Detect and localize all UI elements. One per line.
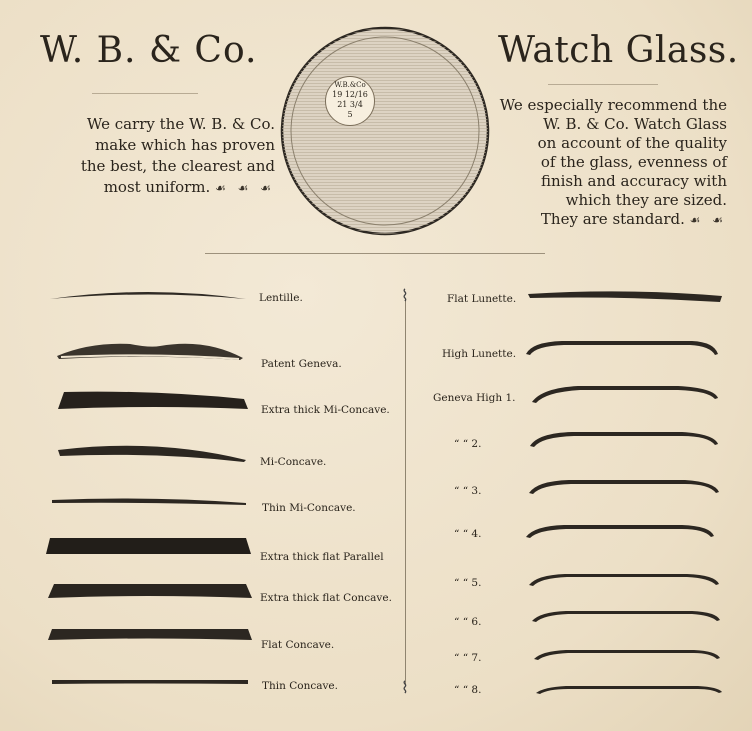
lens-label: “ “ 7. bbox=[454, 652, 482, 664]
product-title: Watch Glass. bbox=[498, 30, 739, 71]
lens-thin-concave bbox=[50, 678, 252, 688]
lens-label: High Lunette. bbox=[442, 348, 517, 360]
right-para-line: finish and accuracy with bbox=[540, 172, 727, 190]
left-title-rule bbox=[92, 93, 198, 94]
lens-extra-thick-flat-concave bbox=[46, 582, 256, 602]
lens-mi-concave bbox=[56, 440, 251, 466]
lens-geneva-high-8 bbox=[532, 683, 726, 697]
lens-geneva-high-5 bbox=[525, 570, 723, 590]
lens-label: Flat Concave. bbox=[261, 639, 335, 651]
right-para-line: which they are sized. bbox=[565, 191, 727, 209]
lens-label: Thin Concave. bbox=[262, 680, 338, 692]
lens-label: “ “ 2. bbox=[454, 438, 482, 450]
lens-label: “ “ 8. bbox=[454, 684, 482, 696]
right-para-line: We especially recommend the bbox=[499, 96, 727, 114]
size-stamp bbox=[325, 76, 375, 126]
section-divider bbox=[205, 253, 545, 254]
lens-geneva-high-6 bbox=[528, 608, 724, 626]
lens-label: Extra thick flat Parallel bbox=[260, 551, 384, 563]
lens-flat-concave bbox=[46, 627, 256, 645]
lens-label: Extra thick flat Concave. bbox=[260, 592, 392, 604]
lens-lentille bbox=[48, 286, 248, 306]
left-para-line: We carry the W. B. & Co. bbox=[86, 115, 275, 133]
lens-geneva-high-2 bbox=[526, 428, 722, 450]
lens-label: “ “ 3. bbox=[454, 485, 482, 497]
stamp-line-2: 21 3/4 bbox=[337, 100, 363, 109]
lens-label: Thin Mi-Concave. bbox=[262, 502, 356, 514]
lens-label: “ “ 4. bbox=[454, 528, 482, 540]
right-para-line: W. B. & Co. Watch Glass bbox=[543, 115, 727, 133]
lens-geneva-high-7 bbox=[530, 647, 724, 663]
lens-label: “ “ 5. bbox=[454, 577, 482, 589]
lens-label: Patent Geneva. bbox=[261, 358, 342, 370]
lens-extra-thick-flat-parallel bbox=[44, 536, 254, 558]
left-para-line: make which has proven bbox=[95, 136, 275, 154]
watch-glass-illustration bbox=[278, 26, 492, 236]
stamp-line-3: 5 bbox=[347, 110, 353, 119]
right-para-line-last bbox=[497, 210, 727, 230]
stamp-line-1: 19 12/16 bbox=[332, 90, 368, 99]
lens-high-lunette bbox=[522, 338, 722, 360]
lens-label: Mi-Concave. bbox=[260, 456, 327, 468]
left-paragraph bbox=[55, 114, 275, 199]
right-paragraph bbox=[497, 96, 727, 230]
left-para-text: most uniform. bbox=[103, 178, 211, 196]
brace-icon: ⌇ bbox=[401, 286, 409, 305]
lens-geneva-high-3 bbox=[525, 476, 723, 498]
right-para-line: on account of the quality bbox=[537, 134, 727, 152]
ornament-icon: ☙ ☙ bbox=[689, 213, 727, 227]
ornament-icon: ☙ ☙ ☙ bbox=[215, 181, 275, 195]
left-para-line: the best, the clearest and bbox=[80, 157, 275, 175]
lens-flat-lunette bbox=[526, 290, 726, 306]
lens-patent-geneva bbox=[55, 336, 255, 366]
lens-thin-mi-concave bbox=[50, 495, 250, 509]
lens-geneva-high-4 bbox=[522, 521, 718, 543]
brand-title: W. B. & Co. bbox=[40, 30, 258, 71]
lens-geneva-high-1 bbox=[528, 382, 722, 406]
right-para-text: They are standard. bbox=[540, 210, 685, 228]
lens-label: Extra thick Mi-Concave. bbox=[261, 404, 390, 416]
lens-extra-thick-mi-concave bbox=[56, 389, 251, 413]
lens-label: Geneva High 1. bbox=[433, 392, 516, 404]
left-para-line-last bbox=[55, 177, 275, 199]
stamp-maker: W.B.&Co bbox=[334, 81, 366, 89]
right-para-line: of the glass, evenness of bbox=[540, 153, 727, 171]
right-title-rule bbox=[548, 84, 658, 85]
brace-icon: ⌇ bbox=[401, 678, 409, 697]
lens-label: “ “ 6. bbox=[454, 616, 482, 628]
column-divider bbox=[405, 300, 406, 686]
lens-label: Flat Lunette. bbox=[447, 293, 517, 305]
lens-label: Lentille. bbox=[259, 292, 303, 304]
